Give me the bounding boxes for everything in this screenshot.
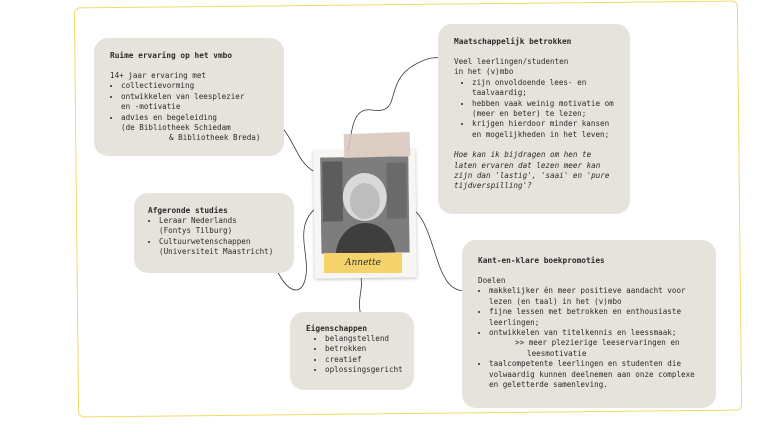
list-item: • advies en begeleiding	[121, 113, 272, 123]
list-item: • zijn onvoldoende lees- en	[472, 78, 622, 88]
list-item: • creatief	[325, 355, 406, 365]
list-item: & Bibliotheek Breda)	[169, 133, 261, 143]
question-line: tijdverspilling'?	[454, 181, 532, 191]
list-item: • Cultuurwetenschappen	[159, 237, 284, 247]
list-item: • ontwikkelen van titelkennis en leessmaak;	[489, 328, 710, 338]
card-title: Afgeronde studies	[148, 206, 228, 215]
card-intro: Doelen	[478, 276, 506, 285]
card-intro: Veel leerlingen/studenten	[454, 57, 569, 66]
list-item: leerlingen;	[489, 317, 540, 327]
card-vmbo-experience	[94, 38, 284, 156]
list-item: lezen (en taal) in het (v)mbo	[489, 296, 622, 306]
question-line: zijn dan 'lastig', 'saai' en 'pure	[454, 171, 610, 181]
list-item: • belangstellend	[325, 334, 406, 344]
portrait-image	[320, 156, 409, 253]
list-item: en geletterde samenleving.	[489, 380, 608, 390]
card-boekpromoties	[462, 240, 716, 408]
card-title: Kant-en-klare boekpromoties	[478, 256, 605, 265]
card-intro: 14+ jaar ervaring met	[110, 71, 207, 80]
list-item: • betrokken	[325, 344, 406, 354]
list-item: • fijne lessen met betrokken en enthousiaste	[489, 307, 710, 317]
portrait-icon	[320, 156, 409, 253]
list-item: • collectievorming	[121, 81, 272, 91]
list-item: volwaardig kunnen deelnemen aan onze complexe	[489, 369, 695, 379]
question-line: laten ervaren dat lezen meer kan	[454, 160, 601, 170]
list-item: (Universiteit Maastricht)	[159, 247, 274, 257]
list-item: leesmotivatie	[527, 348, 587, 358]
tape-strip	[344, 132, 411, 158]
list-item: >> meer plezierige leeservaringen en	[515, 338, 680, 348]
card-title: Maatschappelijk betrokken	[454, 37, 572, 46]
list-item: taalvaardig;	[472, 88, 527, 98]
question-line: Hoe kan ik bijdragen om hen te	[454, 150, 592, 160]
card-intro: in het (v)mbo	[454, 67, 514, 77]
list-item: • krijgen hierdoor minder kansen	[472, 119, 622, 129]
list-item: • Leraar Nederlands	[159, 216, 284, 226]
card-title: Eigenschappen	[306, 324, 368, 333]
card-maatschappelijk	[438, 24, 630, 214]
list-item: • oplossingsgericht	[325, 365, 406, 375]
list-item: • hebben vaak weinig motivatie om	[472, 99, 622, 109]
card-studies	[134, 193, 294, 273]
card-title: Ruime ervaring op het vmbo	[110, 51, 233, 60]
list-item: (Fontys Tilburg)	[159, 226, 233, 236]
list-item: en mogelijkheden in het leven;	[472, 129, 610, 139]
card-eigenschappen	[290, 312, 414, 390]
list-item: en -motivatie	[121, 102, 181, 112]
list-item: • taalcompetente leerlingen en studenten die	[489, 359, 710, 369]
name-tag: Annette	[324, 253, 402, 273]
list-item: (meer en beter) te lezen;	[472, 109, 587, 119]
list-item: • ontwikkelen van leesplezier	[121, 92, 272, 102]
list-item: (de Bibliotheek Schiedam	[121, 123, 231, 133]
list-item: • makkelijker én meer positieve aandacht voor	[489, 286, 710, 296]
